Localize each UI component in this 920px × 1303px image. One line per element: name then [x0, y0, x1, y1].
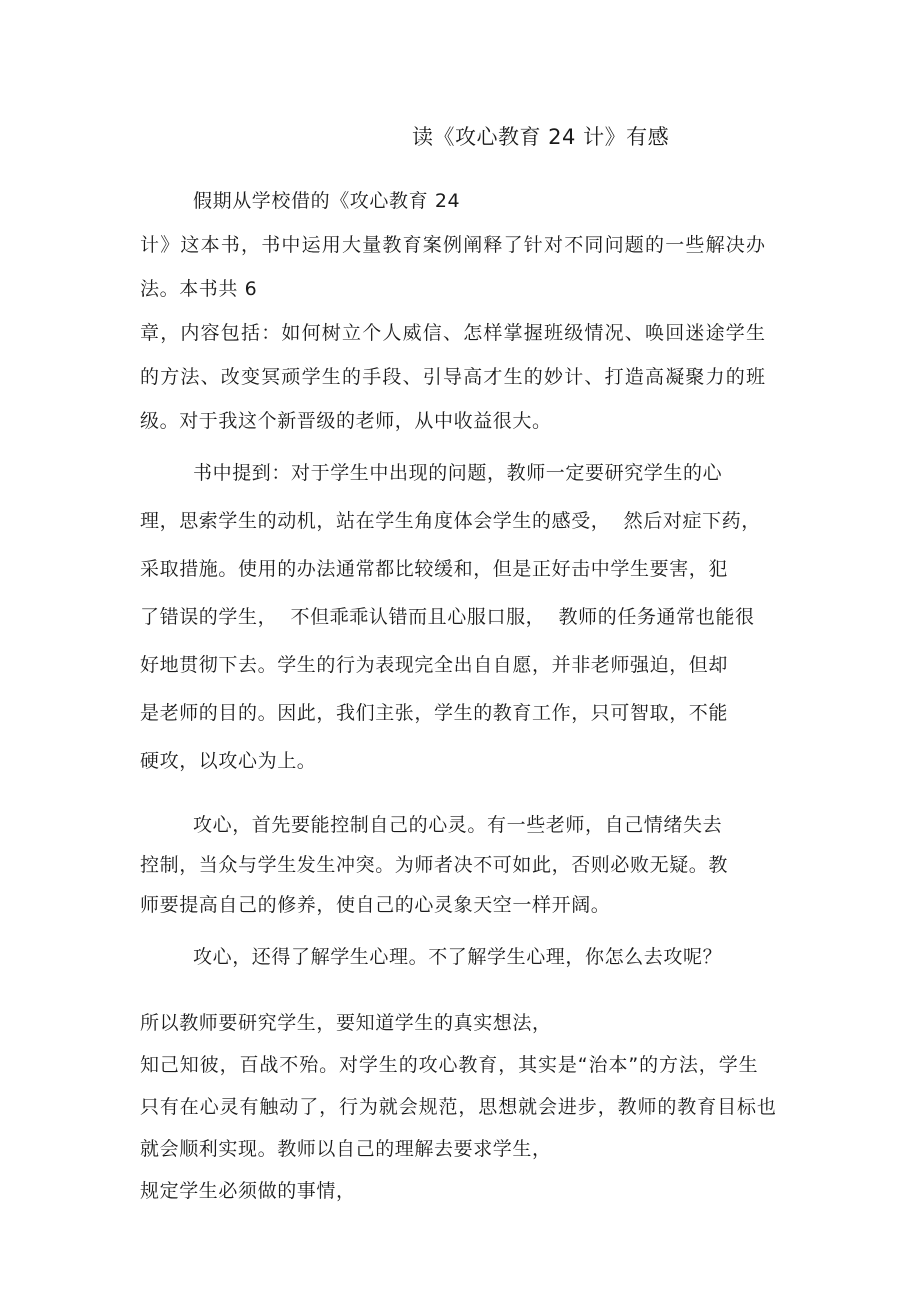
paragraph-1-line-3: 法。本书共 6 [140, 278, 258, 300]
paragraph-4-line-2: 所以教师要研究学生，要知道学生的真实想法， [140, 1012, 552, 1034]
paragraph-2-line-2: 理，思索学生的动机，站在学生角度体会学生的感受， 然后对症下药， [140, 510, 761, 532]
paragraph-2-line-5: 好地贯彻下去。学生的行为表现完全出自自愿，并非老师强迫，但却 [140, 654, 729, 676]
paragraph-4-line-6: 规定学生必须做的事情， [140, 1180, 356, 1202]
paragraph-2-line-7: 硬攻，以攻心为上。 [140, 750, 317, 772]
paragraph-3-line-2: 控制，当众与学生发生冲突。为师者决不可如此，否则必败无疑。教 [140, 854, 729, 876]
paragraph-1-line-4: 章，内容包括：如何树立个人威信、怎样掌握班级情况、唤回迷途学生 [140, 322, 767, 344]
paragraph-4-line-3: 知己知彼，百战不殆。对学生的攻心教育，其实是“治本”的方法，学生 [140, 1054, 759, 1076]
paragraph-1-line-6: 级。对于我这个新晋级的老师，从中收益很大。 [140, 410, 552, 432]
paragraph-4-line-1: 攻心，还得了解学生心理。不了解学生心理，你怎么去攻呢？ [193, 946, 723, 968]
paragraph-2-line-3: 采取措施。使用的办法通常都比较缓和，但是正好击中学生要害，犯 [140, 558, 729, 580]
paragraph-4-line-4: 只有在心灵有触动了，行为就会规范，思想就会进步，教师的教育目标也 [140, 1096, 777, 1118]
paragraph-1-line-5: 的方法、改变冥顽学生的手段、引导高才生的妙计、打造高凝聚力的班 [140, 366, 767, 388]
document-title: 读《攻心教育 24 计》有感 [412, 125, 670, 149]
paragraph-2-line-4: 了错误的学生， 不但乖乖认错而且心服口服， 教师的任务通常也能很 [140, 606, 755, 628]
paragraph-2-line-6: 是老师的目的。因此，我们主张，学生的教育工作，只可智取，不能 [140, 702, 729, 724]
paragraph-2-line-1: 书中提到：对于学生中出现的问题，教师一定要研究学生的心 [193, 462, 723, 484]
paragraph-3-line-1: 攻心，首先要能控制自己的心灵。有一些老师，自己情绪失去 [193, 814, 723, 836]
paragraph-1-line-2: 计》这本书，书中运用大量教育案例阐释了针对不同问题的一些解决办 [140, 234, 767, 256]
paragraph-1-line-1: 假期从学校借的《攻心教育 24 [193, 190, 461, 212]
paragraph-3-line-3: 师要提高自己的修养，使自己的心灵象天空一样开阔。 [140, 894, 611, 916]
paragraph-4-line-5: 就会顺利实现。教师以自己的理解去要求学生， [140, 1138, 552, 1160]
